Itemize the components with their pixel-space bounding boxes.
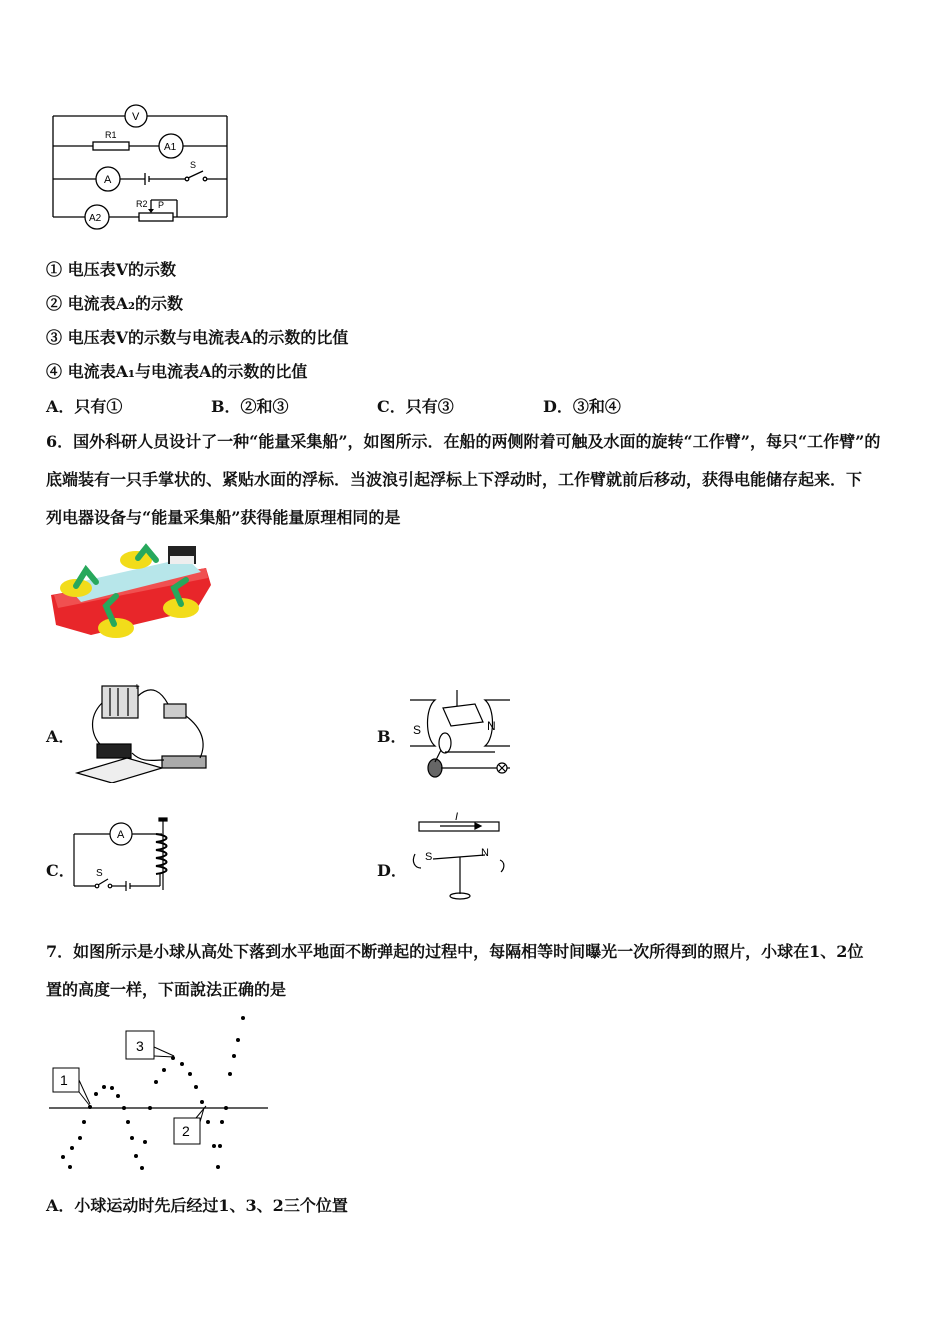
q6-figure-a — [72, 678, 214, 783]
fig-d-label-i: I — [455, 811, 459, 823]
circuit-diagram — [45, 98, 240, 233]
q7-text-line1: 7．如图所示是小球从高处下落到水平地面不断弹起的过程中，每隔相等时间曝光一次所得到的照片，小球在1、2位 — [46, 942, 864, 961]
fig-d-label-s: S — [425, 851, 433, 863]
ball-box-label-3: 3 — [136, 1038, 144, 1054]
label-V: V — [132, 111, 140, 123]
statement-1: ① 电压表V的示数 — [46, 260, 176, 279]
q7-option-a[interactable]: A．小球运动时先后经过1、3、2三个位置 — [46, 1196, 348, 1215]
label-P: P — [158, 200, 165, 210]
label-R1: R1 — [105, 130, 117, 140]
label-S: S — [190, 160, 197, 170]
q6-figure-b — [405, 688, 515, 783]
label-A2: A2 — [89, 213, 102, 224]
label-A1: A1 — [164, 142, 177, 153]
fig-b-label-n: N — [487, 719, 496, 733]
statement-4: ④ 电流表A₁与电流表A的示数的比值 — [46, 362, 308, 381]
q6-text-line2: 底端装有一只手掌状的、紧贴水面的浮标．当波浪引起浮标上下浮动时，工作臂就前后移动，获得电能储存起来．下 — [46, 470, 863, 489]
q6-text-line1: 6．国外科研人员设计了一种“能量采集船”，如图所示．在船的两侧附着可触及水面的旋转“工作臂”，每只“工作臂”的 — [46, 432, 881, 451]
energy-ship-image — [46, 540, 216, 650]
ball-box-label-1: 1 — [60, 1072, 68, 1088]
q5-option-d[interactable]: D．③和④ — [543, 397, 621, 416]
fig-c-label-s: S — [96, 868, 103, 879]
q6-option-b[interactable]: B． — [377, 727, 407, 746]
fig-c-label-a: A — [117, 829, 125, 841]
q6-text-line3: 列电器设备与“能量采集船”获得能量原理相同的是 — [46, 508, 401, 527]
fig-d-label-n: N — [481, 847, 489, 859]
q7-text-line2: 置的高度一样，下面說法正确的是 — [46, 980, 287, 999]
ball-box-label-2: 2 — [182, 1123, 190, 1139]
label-R2: R2 — [136, 199, 148, 209]
label-A: A — [104, 174, 112, 186]
q5-option-a[interactable]: A．只有① — [46, 397, 123, 416]
statement-2: ② 电流表A₂的示数 — [46, 294, 183, 313]
q5-option-c[interactable]: C．只有③ — [377, 397, 454, 416]
q6-figure-c — [70, 814, 180, 894]
svg-text:+: + — [134, 682, 140, 693]
q6-option-c[interactable]: C． — [46, 861, 75, 880]
statement-3: ③ 电压表V的示数与电流表A的示数的比值 — [46, 328, 349, 347]
q5-option-b[interactable]: B．②和③ — [211, 397, 289, 416]
bouncing-ball-figure — [46, 1012, 271, 1177]
fig-b-label-s: S — [413, 723, 422, 737]
q6-option-d[interactable]: D． — [377, 861, 407, 880]
q6-figure-d — [405, 806, 515, 906]
q6-option-a[interactable]: A． — [46, 727, 75, 746]
